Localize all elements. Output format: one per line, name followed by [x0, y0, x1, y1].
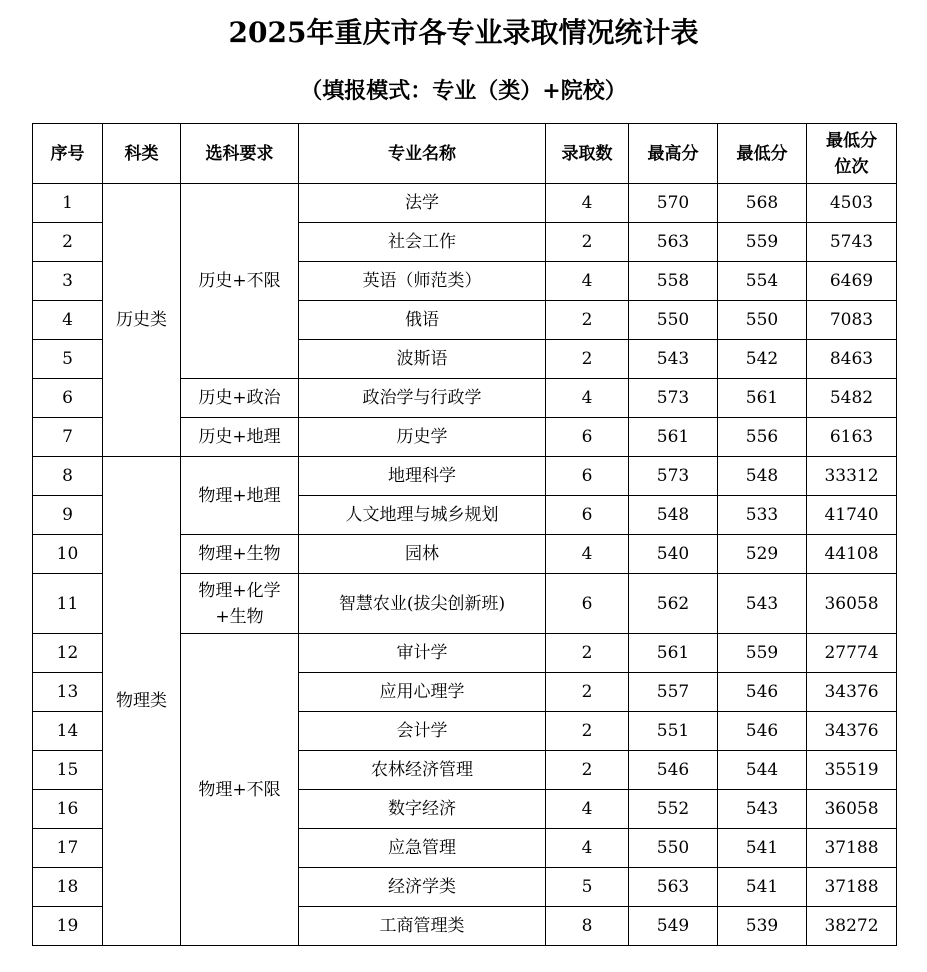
document-subtitle: （填报模式：专业（类）+院校） — [300, 78, 627, 104]
cell-max-score: 557 — [629, 673, 718, 712]
header-category: 科类 — [103, 124, 181, 184]
cell-min-score: 559 — [718, 223, 807, 262]
document-title: 2025年重庆市各专业录取情况统计表 — [228, 16, 699, 49]
header-min-rank — [807, 124, 897, 184]
cell-major: 地理科学 — [299, 457, 546, 496]
cell-major: 审计学 — [299, 634, 546, 673]
cell-min-score: 568 — [718, 184, 807, 223]
cell-min-score: 541 — [718, 829, 807, 868]
cell-min-score: 559 — [718, 634, 807, 673]
cell-admitted: 8 — [546, 907, 629, 946]
cell-max-score: 573 — [629, 379, 718, 418]
cell-major: 会计学 — [299, 712, 546, 751]
cell-min-rank: 38272 — [807, 907, 897, 946]
cell-major: 法学 — [299, 184, 546, 223]
cell-min-score: 546 — [718, 673, 807, 712]
cell-major: 人文地理与城乡规划 — [299, 496, 546, 535]
cell-max-score: 550 — [629, 301, 718, 340]
cell-index: 8 — [33, 457, 103, 496]
cell-min-rank: 36058 — [807, 574, 897, 634]
cell-index: 7 — [33, 418, 103, 457]
cell-min-rank: 44108 — [807, 535, 897, 574]
cell-index: 18 — [33, 868, 103, 907]
cell-index: 16 — [33, 790, 103, 829]
cell-min-rank: 37188 — [807, 829, 897, 868]
cell-requirement-hist-politics: 历史+政治 — [181, 379, 299, 418]
cell-category-history: 历史类 — [103, 184, 181, 457]
cell-max-score: 552 — [629, 790, 718, 829]
cell-min-rank: 27774 — [807, 634, 897, 673]
cell-major: 英语（师范类） — [299, 262, 546, 301]
cell-admitted: 6 — [546, 496, 629, 535]
table-row — [33, 457, 897, 496]
cell-index: 2 — [33, 223, 103, 262]
cell-major: 经济学类 — [299, 868, 546, 907]
cell-requirement-hist-any: 历史+不限 — [181, 184, 299, 379]
cell-min-rank: 35519 — [807, 751, 897, 790]
cell-min-rank: 6163 — [807, 418, 897, 457]
cell-min-score: 546 — [718, 712, 807, 751]
cell-admitted: 2 — [546, 673, 629, 712]
cell-requirement-hist-geography: 历史+地理 — [181, 418, 299, 457]
cell-min-score: 554 — [718, 262, 807, 301]
table-header-row — [33, 124, 897, 184]
cell-max-score: 561 — [629, 418, 718, 457]
cell-major: 应急管理 — [299, 829, 546, 868]
cell-max-score: 573 — [629, 457, 718, 496]
cell-min-score: 529 — [718, 535, 807, 574]
cell-min-score: 548 — [718, 457, 807, 496]
cell-major: 社会工作 — [299, 223, 546, 262]
cell-min-rank: 34376 — [807, 673, 897, 712]
cell-admitted: 2 — [546, 634, 629, 673]
cell-max-score: 543 — [629, 340, 718, 379]
cell-min-rank: 4503 — [807, 184, 897, 223]
cell-index: 5 — [33, 340, 103, 379]
cell-admitted: 4 — [546, 829, 629, 868]
header-major: 专业名称 — [299, 124, 546, 184]
cell-major: 智慧农业(拔尖创新班) — [299, 574, 546, 634]
cell-max-score: 562 — [629, 574, 718, 634]
cell-min-rank: 33312 — [807, 457, 897, 496]
cell-min-score: 541 — [718, 868, 807, 907]
requirement-phys-chem-bio-label: 物理+化学+生物 — [198, 580, 281, 627]
cell-admitted: 2 — [546, 223, 629, 262]
cell-min-rank: 5482 — [807, 379, 897, 418]
cell-admitted: 4 — [546, 184, 629, 223]
cell-index: 12 — [33, 634, 103, 673]
header-admitted: 录取数 — [546, 124, 629, 184]
cell-min-score: 539 — [718, 907, 807, 946]
cell-min-rank: 41740 — [807, 496, 897, 535]
cell-min-rank: 8463 — [807, 340, 897, 379]
cell-requirement-phys-geography: 物理+地理 — [181, 457, 299, 535]
cell-requirement-phys-biology: 物理+生物 — [181, 535, 299, 574]
cell-index: 11 — [33, 574, 103, 634]
cell-index: 6 — [33, 379, 103, 418]
cell-index: 9 — [33, 496, 103, 535]
cell-major: 农林经济管理 — [299, 751, 546, 790]
cell-admitted: 5 — [546, 868, 629, 907]
cell-admitted: 2 — [546, 340, 629, 379]
cell-admitted: 4 — [546, 262, 629, 301]
cell-index: 14 — [33, 712, 103, 751]
header-min-score: 最低分 — [718, 124, 807, 184]
cell-max-score: 563 — [629, 223, 718, 262]
cell-min-score: 543 — [718, 574, 807, 634]
cell-min-rank: 34376 — [807, 712, 897, 751]
cell-major: 工商管理类 — [299, 907, 546, 946]
cell-max-score: 548 — [629, 496, 718, 535]
cell-index: 15 — [33, 751, 103, 790]
cell-major: 政治学与行政学 — [299, 379, 546, 418]
header-max-score: 最高分 — [629, 124, 718, 184]
cell-index: 19 — [33, 907, 103, 946]
cell-admitted: 2 — [546, 301, 629, 340]
cell-admitted: 6 — [546, 418, 629, 457]
cell-index: 10 — [33, 535, 103, 574]
cell-max-score: 561 — [629, 634, 718, 673]
cell-major: 应用心理学 — [299, 673, 546, 712]
cell-major: 波斯语 — [299, 340, 546, 379]
table-row — [33, 184, 897, 223]
cell-major: 历史学 — [299, 418, 546, 457]
cell-min-rank: 36058 — [807, 790, 897, 829]
cell-admitted: 6 — [546, 574, 629, 634]
cell-max-score: 540 — [629, 535, 718, 574]
cell-max-score: 551 — [629, 712, 718, 751]
cell-admitted: 6 — [546, 457, 629, 496]
cell-max-score: 570 — [629, 184, 718, 223]
cell-major: 俄语 — [299, 301, 546, 340]
cell-min-score: 533 — [718, 496, 807, 535]
cell-max-score: 558 — [629, 262, 718, 301]
header-requirement: 选科要求 — [181, 124, 299, 184]
cell-min-rank: 6469 — [807, 262, 897, 301]
cell-requirement-phys-any: 物理+不限 — [181, 634, 299, 946]
cell-admitted: 4 — [546, 379, 629, 418]
cell-index: 4 — [33, 301, 103, 340]
cell-max-score: 550 — [629, 829, 718, 868]
cell-min-rank: 7083 — [807, 301, 897, 340]
cell-max-score: 563 — [629, 868, 718, 907]
cell-min-score: 543 — [718, 790, 807, 829]
cell-min-rank: 5743 — [807, 223, 897, 262]
cell-major: 数字经济 — [299, 790, 546, 829]
header-index: 序号 — [33, 124, 103, 184]
cell-index: 13 — [33, 673, 103, 712]
cell-max-score: 546 — [629, 751, 718, 790]
cell-min-rank: 37188 — [807, 868, 897, 907]
cell-requirement-phys-chem-bio — [181, 574, 299, 634]
cell-min-score: 544 — [718, 751, 807, 790]
cell-min-score: 561 — [718, 379, 807, 418]
cell-admitted: 4 — [546, 790, 629, 829]
cell-admitted: 2 — [546, 712, 629, 751]
cell-index: 17 — [33, 829, 103, 868]
cell-max-score: 549 — [629, 907, 718, 946]
cell-min-score: 556 — [718, 418, 807, 457]
cell-index: 1 — [33, 184, 103, 223]
header-min-rank-label: 最低分位次 — [826, 130, 877, 177]
admission-table — [32, 123, 897, 946]
cell-admitted: 4 — [546, 535, 629, 574]
cell-min-score: 550 — [718, 301, 807, 340]
cell-admitted: 2 — [546, 751, 629, 790]
cell-category-physics: 物理类 — [103, 457, 181, 946]
cell-index: 3 — [33, 262, 103, 301]
cell-major: 园林 — [299, 535, 546, 574]
cell-min-score: 542 — [718, 340, 807, 379]
